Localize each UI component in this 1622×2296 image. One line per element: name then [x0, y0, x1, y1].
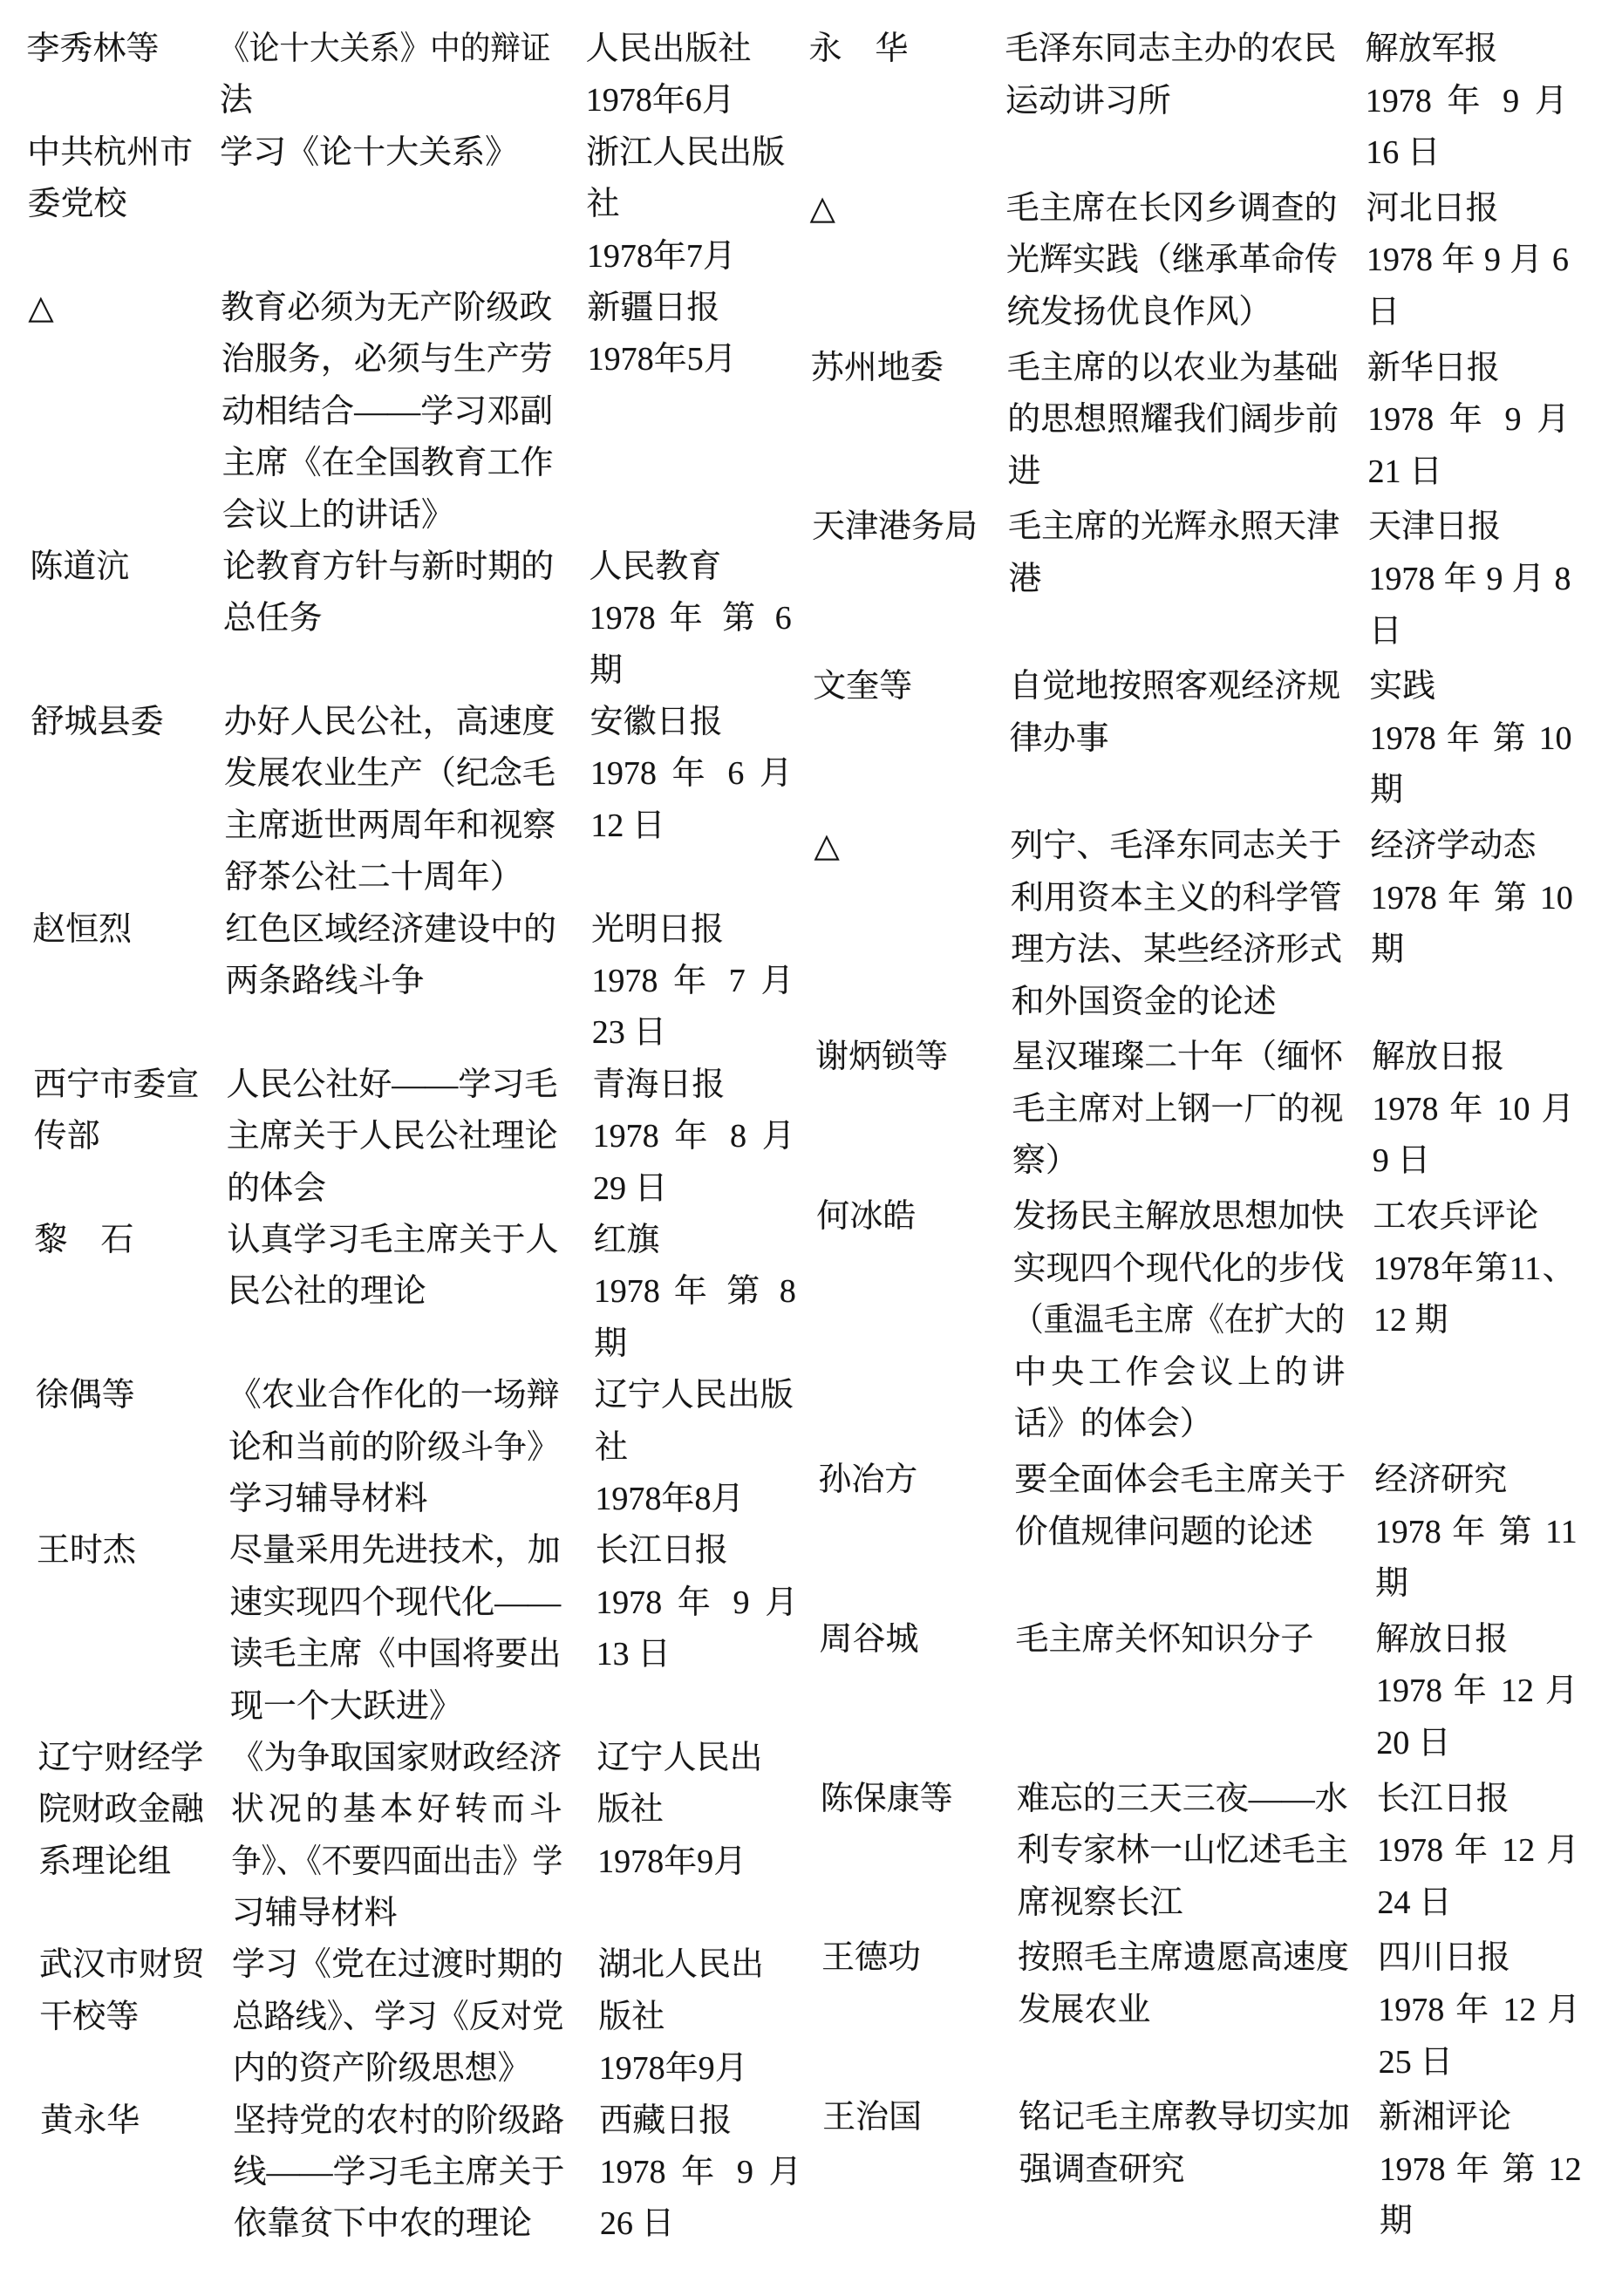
author-cell	[28, 283, 221, 334]
publication-date: 1978年5月	[587, 341, 737, 378]
title-line: 运动讲习所	[1005, 82, 1171, 119]
bibliography-entry	[822, 2092, 1582, 2248]
title-cell	[220, 127, 586, 179]
publication-date: 16 日	[1366, 134, 1441, 172]
publication-date: 12 日	[590, 807, 665, 844]
bibliography-entry	[815, 1032, 1575, 1188]
source-cell	[594, 1370, 797, 1525]
title-line: 统发扬优良作风）	[1006, 293, 1272, 330]
publication-date: 期	[1369, 772, 1404, 809]
publication-date: 1978 年 10 月	[1372, 1090, 1575, 1128]
title-line: 争》、《不要四面出击》学	[231, 1843, 563, 1880]
title-cell	[1008, 501, 1369, 605]
author-cell	[31, 697, 223, 748]
bibliography-entry	[819, 1614, 1578, 1770]
publication-name: 安徽日报	[590, 704, 723, 741]
title-line: 尽量采用先进技术，加	[228, 1532, 561, 1570]
publication-date: 9 日	[1372, 1142, 1431, 1180]
author-cell	[37, 1733, 231, 1888]
publication-name: 社	[594, 1428, 629, 1466]
publication-date: 期	[594, 1325, 628, 1362]
title-line: 按照毛主席遗愿高速度	[1017, 1939, 1350, 1977]
title-cell	[221, 283, 589, 542]
title-line: 毛主席的光辉永照天津	[1007, 508, 1340, 546]
author-name: 何冰皓	[816, 1198, 917, 1236]
publication-date: 25 日	[1378, 2043, 1454, 2081]
title-line: 红色区域经济建设中的	[224, 910, 557, 948]
publication-date: 1978 年 12 月	[1378, 1991, 1581, 2028]
title-cell	[226, 1059, 593, 1215]
title-line: 中央工作会议上的讲	[1013, 1353, 1346, 1391]
author-name: 王治国	[821, 2099, 923, 2136]
publication-date: 1978 年 9 月	[1365, 82, 1568, 119]
author-cell	[812, 501, 1008, 554]
publication-date: 12 期	[1373, 1302, 1448, 1339]
publication-name: 辽宁人民出版	[594, 1377, 794, 1414]
publication-date: 29 日	[592, 1169, 668, 1207]
author-cell	[35, 1370, 228, 1421]
publication-name: 长江日报	[1376, 1780, 1510, 1817]
author-name: 传部	[33, 1118, 100, 1155]
publication-date: 1978 年 9 月	[1367, 401, 1571, 439]
bibliography-entry	[26, 24, 788, 127]
title-line: 学习《党在过渡时期的	[231, 1946, 564, 1984]
publication-name: 河北日报	[1366, 189, 1499, 227]
title-line: 现一个大跃进》	[229, 1687, 463, 1725]
publication-name: 版社	[596, 1791, 664, 1829]
source-cell	[1368, 501, 1571, 657]
publication-name: 光明日报	[590, 910, 725, 948]
author-name: 徐偶等	[35, 1377, 135, 1414]
title-line: 列宁、毛泽东同志关于	[1010, 827, 1342, 864]
author-cell	[816, 1191, 1012, 1243]
publication-name: 解放军报	[1365, 31, 1498, 67]
author-name: 舒城县委	[31, 704, 164, 741]
title-line: 线——学习毛主席关于	[233, 2154, 565, 2191]
author-name: 文奎等	[813, 668, 913, 705]
title-line: 理方法、某些经济形式	[1011, 931, 1343, 969]
publication-name: 版社	[598, 1998, 665, 2035]
bibliography-entry	[31, 697, 794, 904]
title-line: 光辉实践（继承革命传	[1005, 242, 1339, 279]
title-cell	[232, 1939, 599, 2095]
source-cell	[1376, 1774, 1579, 1930]
publication-name: 人民出版社	[585, 31, 752, 67]
title-line: 难忘的三天三夜——水	[1016, 1780, 1348, 1817]
title-line: 两条路线斗争	[225, 963, 425, 1000]
source-cell	[1378, 1932, 1581, 2088]
author-name: 永 华	[808, 31, 909, 67]
author-cell	[818, 1455, 1014, 1507]
title-line: 主席关于人民公社理论	[226, 1118, 558, 1155]
title-cell	[1007, 343, 1368, 499]
author-cell	[821, 1932, 1018, 1985]
author-cell	[27, 127, 221, 231]
author-name: 黄永华	[39, 2102, 140, 2139]
title-line: 法	[219, 82, 253, 119]
title-cell	[233, 2095, 600, 2251]
publication-date: 1978 年 7 月	[591, 963, 794, 1000]
source-cell	[590, 697, 793, 852]
title-line: 《农业合作化的一场辩	[228, 1377, 560, 1414]
author-name: 中共杭州市	[27, 133, 194, 171]
title-line: 总路线》、学习《反对党	[232, 1998, 564, 2035]
author-cell	[820, 1774, 1016, 1826]
publication-name: 解放日报	[1375, 1620, 1509, 1658]
source-cell	[587, 283, 790, 386]
title-cell	[228, 1370, 595, 1525]
author-name: 西宁市委宣	[33, 1066, 200, 1103]
publication-name: 四川日报	[1377, 1939, 1511, 1977]
author-cell	[815, 1032, 1012, 1084]
author-name: 武汉市财贸	[38, 1946, 206, 1984]
bibliography-entry	[37, 1733, 801, 1940]
publication-date: 1978年6月	[585, 82, 735, 119]
title-cell	[1012, 1032, 1373, 1188]
source-cell	[1372, 1032, 1575, 1188]
publication-name: 天津日报	[1367, 508, 1502, 546]
source-cell	[1379, 2092, 1582, 2248]
title-cell	[225, 904, 592, 1008]
title-line: 论教育方针与新时期的	[222, 548, 555, 585]
title-line: 毛主席在长冈乡调查的	[1005, 189, 1338, 227]
author-name: △	[809, 189, 835, 227]
title-line: 发展农业	[1018, 1991, 1151, 2028]
title-line: 实现四个现代化的步伐	[1012, 1250, 1345, 1287]
bibliography-entry	[33, 1059, 795, 1215]
title-line: 动相结合——学习邓副	[221, 392, 554, 430]
publication-date: 23 日	[591, 1014, 667, 1052]
author-name: 系理论组	[38, 1843, 172, 1880]
publication-date: 1978年第11、	[1373, 1250, 1576, 1287]
title-line: 的体会	[226, 1169, 327, 1207]
title-line: 读毛主席《中国将要出	[229, 1636, 562, 1673]
title-line: 毛泽东同志主办的农民	[1005, 31, 1337, 67]
title-line: 港	[1008, 560, 1042, 597]
bibliography-entry	[809, 183, 1569, 339]
publication-name: 工农兵评论	[1373, 1198, 1539, 1236]
publication-date: 1978 年 第 10	[1370, 879, 1573, 916]
publication-date: 24 日	[1377, 1884, 1453, 1921]
title-line: 毛主席对上钢一厂的视	[1012, 1090, 1344, 1128]
source-cell	[592, 1059, 795, 1215]
publication-date: 1978 年 第 11	[1374, 1513, 1578, 1550]
publication-date: 期	[589, 651, 624, 689]
title-line: 铭记毛主席教导切实加	[1018, 2099, 1351, 2136]
bibliography-entry	[35, 1370, 797, 1525]
author-name: 苏州地委	[810, 349, 944, 386]
title-line: 办好人民公社，高速度	[223, 704, 555, 741]
title-line: 自觉地按照客观经济规	[1009, 668, 1341, 705]
title-line: 认真学习毛主席关于人	[227, 1221, 559, 1258]
author-cell	[819, 1614, 1015, 1666]
source-cell	[591, 904, 794, 1059]
title-line: 发展农业生产（纪念毛	[223, 755, 556, 793]
title-cell	[1016, 1774, 1377, 1930]
publication-date: 日	[1366, 293, 1401, 330]
author-cell	[30, 542, 222, 593]
author-cell	[37, 1525, 229, 1577]
bibliography-entry	[28, 283, 791, 542]
publication-date: 1978 年 第 12	[1379, 2150, 1582, 2188]
title-line: 进	[1007, 453, 1041, 490]
publication-name: 新华日报	[1366, 349, 1500, 386]
bibliography-entry	[32, 904, 794, 1059]
title-cell	[1015, 1614, 1375, 1666]
author-name: 王德功	[821, 1939, 922, 1977]
title-line: 总任务	[222, 600, 323, 637]
source-cell	[1374, 1455, 1578, 1611]
title-line: 民公社的理论	[227, 1273, 426, 1311]
publication-date: 1978 年 9 月	[596, 1584, 799, 1621]
bibliography-entry	[34, 1215, 796, 1370]
title-line: 察）	[1012, 1142, 1079, 1180]
source-cell	[593, 1215, 796, 1370]
left-column-group	[26, 24, 802, 2251]
author-name: 院财政金融	[37, 1791, 204, 1829]
author-cell	[822, 2092, 1019, 2144]
bibliography-entry	[812, 501, 1571, 657]
publication-date: 1978 年 第 6	[589, 600, 792, 637]
author-cell	[813, 661, 1009, 713]
title-line: 席视察长江	[1017, 1884, 1183, 1921]
publication-name: 浙江人民出版	[586, 133, 786, 171]
author-name: 陈道沆	[30, 548, 130, 585]
source-cell	[589, 542, 792, 697]
title-cell	[1019, 2092, 1380, 2196]
source-cell	[1375, 1614, 1578, 1770]
title-line: 治服务，必须与生产劳	[221, 341, 553, 378]
bibliography-entry	[808, 24, 1568, 180]
publication-date: 26 日	[599, 2205, 675, 2243]
bibliography-entry	[818, 1455, 1578, 1611]
author-cell	[40, 2095, 233, 2147]
title-line: 论和当前的阶级斗争》	[228, 1428, 561, 1466]
author-name: 委党校	[27, 186, 127, 223]
author-cell	[811, 343, 1007, 395]
bibliography-entry	[27, 127, 789, 283]
title-line: 状况的基本好转而斗	[230, 1791, 562, 1829]
publication-name: 长江日报	[595, 1532, 728, 1570]
publication-date: 期	[1379, 2203, 1414, 2240]
publication-name: 西藏日报	[598, 2102, 733, 2139]
publication-date: 1978 年 6 月	[590, 755, 794, 793]
publication-date: 1978年8月	[595, 1480, 745, 1517]
source-cell	[599, 2095, 802, 2251]
source-cell	[586, 127, 789, 283]
title-cell	[1014, 1455, 1375, 1558]
title-line: 速实现四个现代化——	[229, 1584, 562, 1621]
bibliography-entry	[30, 542, 792, 697]
bibliography-entry	[37, 1525, 800, 1733]
title-cell	[230, 1733, 598, 1940]
publication-date: 期	[1371, 931, 1405, 969]
source-cell	[1365, 24, 1568, 180]
title-cell	[1018, 1932, 1379, 2036]
title-cell	[1010, 821, 1372, 1028]
author-cell	[809, 183, 1005, 235]
author-cell	[26, 24, 219, 75]
publication-name: 人民教育	[589, 548, 722, 585]
title-line: 会议上的讲话》	[221, 496, 455, 534]
source-cell	[1370, 821, 1573, 977]
source-cell	[1373, 1191, 1576, 1347]
bibliography-entry	[814, 821, 1574, 1028]
author-name: 孙冶方	[818, 1461, 918, 1499]
title-line: 毛主席的以农业为基础	[1006, 349, 1339, 386]
publication-name: 解放日报	[1371, 1039, 1505, 1076]
publication-date: 1978年7月	[586, 237, 737, 275]
publication-date: 1978 年 12 月	[1375, 1673, 1579, 1710]
title-line: 主席逝世两周年和视察	[224, 807, 556, 844]
title-cell	[1005, 183, 1366, 339]
source-cell	[596, 1525, 799, 1680]
title-line: 主席《在全国教育工作	[221, 445, 554, 482]
title-line: 教育必须为无产阶级政	[221, 289, 553, 326]
publication-name: 经济研究	[1374, 1461, 1508, 1499]
title-cell	[229, 1525, 597, 1733]
title-cell	[227, 1215, 594, 1318]
title-line: 星汉璀璨二十年（缅怀	[1011, 1039, 1344, 1076]
publication-name: 新疆日报	[587, 289, 720, 326]
author-name: 辽宁财经学	[37, 1739, 204, 1776]
title-line: 依靠贫下中农的理论	[233, 2205, 533, 2243]
title-line: 学习《论十大关系》	[220, 133, 519, 171]
author-cell	[32, 904, 225, 956]
right-column-group	[808, 24, 1582, 2248]
publication-name: 新湘评论	[1378, 2099, 1512, 2136]
bibliography-entry	[816, 1191, 1577, 1451]
author-cell	[33, 1059, 227, 1163]
publication-date: 1978 年 9 月	[599, 2154, 802, 2191]
source-cell	[585, 24, 788, 127]
publication-name: 经济学动态	[1370, 827, 1537, 864]
title-line: 的思想照耀我们阔步前	[1007, 401, 1339, 439]
title-line: 学习辅导材料	[228, 1480, 428, 1517]
publication-date: 1978 年 第 10	[1369, 719, 1572, 757]
bibliography-entry	[39, 1939, 801, 2095]
author-cell	[814, 821, 1010, 873]
author-name: △	[814, 827, 840, 864]
publication-date: 1978 年 9 月 8	[1368, 560, 1571, 597]
title-cell	[219, 24, 586, 127]
publication-date: 1978 年 12 月	[1376, 1832, 1580, 1870]
publication-name: 青海日报	[592, 1066, 726, 1103]
title-line: 人民公社好——学习毛	[226, 1066, 558, 1103]
title-line: 毛主席关怀知识分子	[1015, 1620, 1314, 1658]
publication-date: 1978 年 8 月	[592, 1118, 795, 1155]
author-name: 陈保康等	[820, 1780, 953, 1817]
title-line: 习辅导材料	[231, 1895, 398, 1932]
author-cell	[808, 24, 1005, 76]
title-line: 要全面体会毛主席关于	[1014, 1461, 1346, 1499]
author-name: 周谷城	[819, 1620, 919, 1658]
bibliography-entry	[40, 2095, 802, 2251]
author-name: 黎 石	[34, 1221, 134, 1258]
publication-date: 1978 年 第 8	[593, 1273, 796, 1311]
publication-date: 1978年9月	[598, 2050, 748, 2088]
author-name: 王时杰	[36, 1532, 136, 1570]
title-cell	[1012, 1191, 1374, 1451]
title-line: （重温毛主席《在扩大的	[1012, 1302, 1346, 1339]
publication-date: 期	[1374, 1565, 1409, 1603]
title-line: 话》的体会）	[1013, 1406, 1213, 1443]
bibliography-entry	[821, 1932, 1581, 2088]
source-cell	[598, 1939, 801, 2095]
bibliography-entry	[813, 661, 1572, 817]
title-cell	[222, 542, 590, 645]
title-line: 和外国资金的论述	[1011, 983, 1277, 1020]
title-line: 律办事	[1009, 719, 1109, 757]
source-cell	[1369, 661, 1572, 817]
publication-date: 21 日	[1367, 453, 1443, 490]
author-cell	[39, 1939, 233, 2043]
author-name: 李秀林等	[26, 31, 160, 67]
title-line: 利专家林一山忆述毛主	[1016, 1832, 1349, 1870]
title-cell	[223, 697, 591, 904]
title-line: 《为争取国家财政经济	[230, 1739, 562, 1776]
author-name: △	[28, 289, 54, 326]
title-cell	[1009, 661, 1370, 765]
title-line: 强调查研究	[1019, 2150, 1185, 2188]
publication-name: 红旗	[593, 1221, 660, 1258]
publication-date: 日	[1368, 612, 1402, 650]
title-line: 坚持党的农村的阶级路	[232, 2102, 565, 2139]
publication-date: 20 日	[1376, 1725, 1451, 1761]
publication-date: 13 日	[596, 1636, 671, 1673]
title-line: 《论十大关系》中的辩证	[219, 31, 551, 67]
author-name: 赵恒烈	[31, 910, 133, 948]
title-line: 利用资本主义的科学管	[1010, 879, 1342, 916]
publication-name: 辽宁人民出	[596, 1739, 763, 1776]
bibliography-entry	[820, 1774, 1579, 1930]
title-line: 价值规律问题的论述	[1014, 1513, 1313, 1550]
title-line: 发扬民主解放思想加快	[1012, 1198, 1345, 1236]
author-name: 谢炳锁等	[814, 1039, 949, 1076]
source-cell	[596, 1733, 800, 1888]
title-cell	[1005, 24, 1366, 127]
title-line: 舒茶公社二十周年）	[224, 859, 523, 896]
title-line: 内的资产阶级思想》	[232, 2050, 531, 2088]
author-cell	[34, 1215, 227, 1266]
publication-name: 湖北人民出	[597, 1946, 765, 1984]
publication-name: 社	[586, 186, 620, 223]
author-name: 干校等	[39, 1998, 140, 2035]
author-name: 天津港务局	[811, 508, 978, 546]
source-cell	[1367, 343, 1571, 499]
publication-date: 1978年9月	[597, 1843, 747, 1880]
bibliography-entry	[811, 343, 1571, 499]
publication-date: 1978 年 9 月 6	[1366, 242, 1570, 279]
source-cell	[1366, 183, 1569, 339]
publication-name: 实践	[1369, 668, 1436, 705]
